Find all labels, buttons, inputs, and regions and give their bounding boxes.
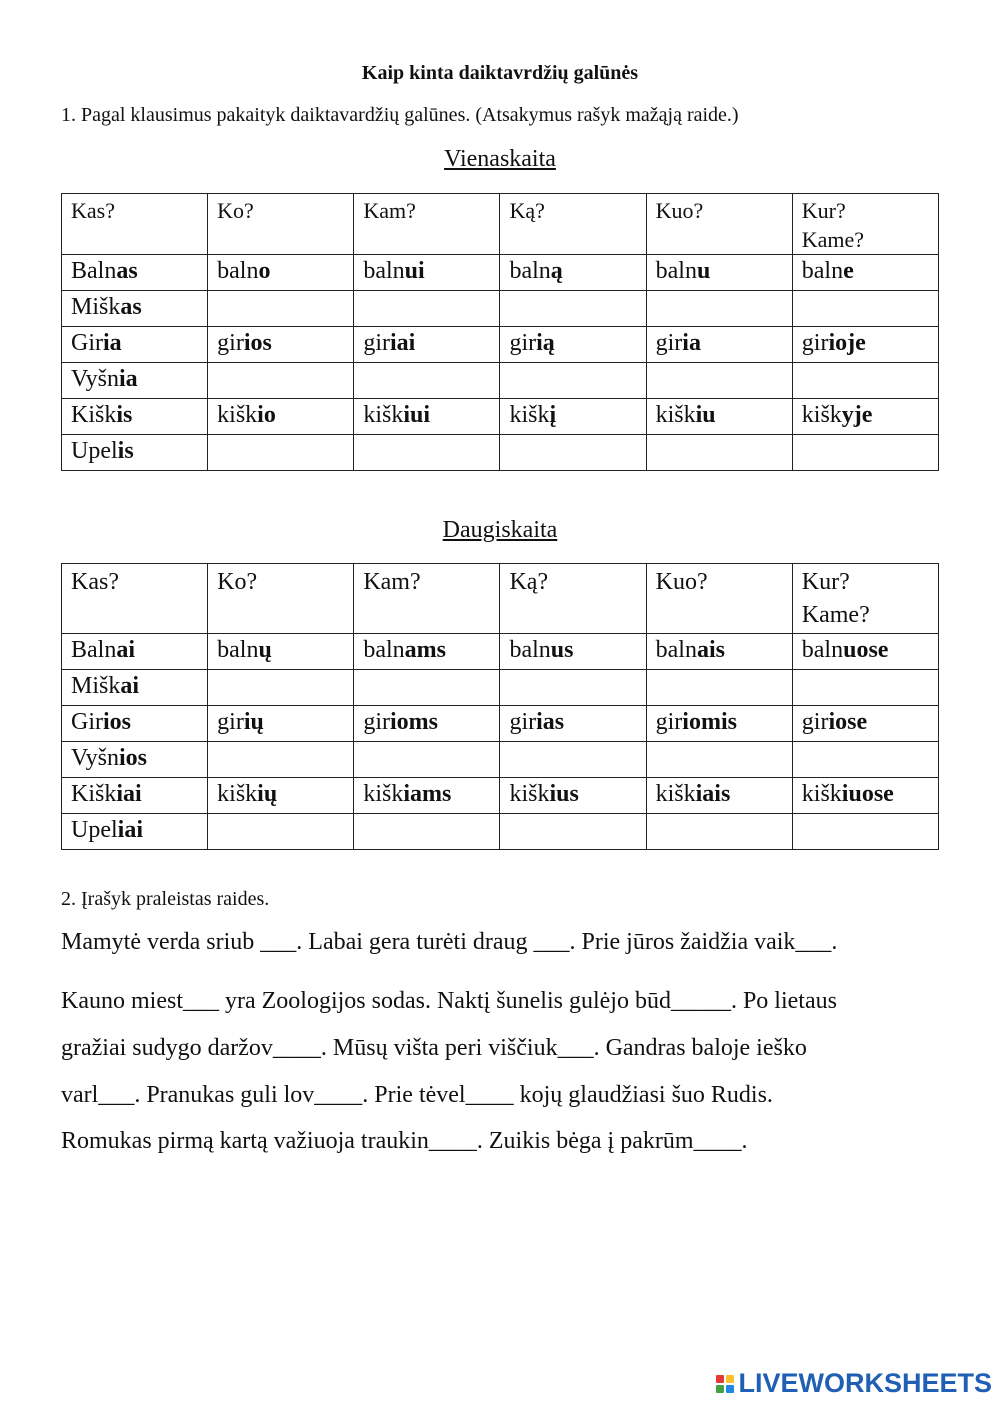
- column-header-text: Ką?: [509, 198, 545, 223]
- table-row: [62, 670, 939, 706]
- answer-blank-cell[interactable]: [354, 742, 500, 778]
- word-stem: gir: [363, 709, 390, 735]
- word-form-cell: [500, 255, 646, 291]
- word-stem: kišk: [509, 402, 550, 428]
- word-stem: baln: [217, 258, 259, 284]
- word-ending: u: [696, 258, 711, 284]
- word-form-cell: [792, 706, 938, 742]
- answer-blank-cell[interactable]: [208, 742, 354, 778]
- word-ending: us: [550, 637, 574, 663]
- word-stem: Vyšn: [71, 745, 120, 771]
- word-form-cell: [646, 634, 792, 670]
- word-form-cell: [208, 327, 354, 363]
- table-row: [62, 742, 939, 778]
- word-stem: Baln: [71, 258, 117, 284]
- table-row: [62, 255, 939, 291]
- word-form-cell: [62, 634, 208, 670]
- answer-blank-cell[interactable]: [354, 291, 500, 327]
- plural-table: [61, 563, 939, 850]
- table-row: [62, 706, 939, 742]
- word-form-cell: [500, 327, 646, 363]
- word-ending: ą: [550, 258, 563, 284]
- answer-blank-cell[interactable]: [792, 814, 938, 850]
- answer-blank-cell[interactable]: [500, 742, 646, 778]
- word-stem: gir: [217, 709, 244, 735]
- table-row: [62, 814, 939, 850]
- column-header: [62, 194, 208, 255]
- column-header: [354, 194, 500, 255]
- table-row: [62, 291, 939, 327]
- word-ending: ioje: [828, 330, 866, 356]
- word-form-cell: [62, 399, 208, 435]
- word-ending: iose: [828, 709, 868, 735]
- answer-blank-cell[interactable]: [208, 670, 354, 706]
- column-header-text: Kuo?: [655, 198, 704, 223]
- word-form-cell: [646, 399, 792, 435]
- word-form-cell: [792, 778, 938, 814]
- word-ending: iui: [403, 402, 431, 428]
- word-form-cell: [792, 255, 938, 291]
- word-form-cell: [62, 742, 208, 778]
- word-form-cell: [500, 778, 646, 814]
- word-stem: kišk: [801, 402, 842, 428]
- word-stem: baln: [363, 637, 405, 663]
- column-header-text: Kur?: [801, 198, 846, 223]
- word-ending: e: [843, 258, 854, 284]
- word-form-cell: [354, 327, 500, 363]
- column-header: [500, 564, 646, 634]
- word-form-cell: [646, 778, 792, 814]
- logo-square: [716, 1385, 724, 1393]
- word-stem: gir: [217, 330, 244, 356]
- column-header-text: Kame?: [801, 227, 865, 252]
- column-header: [646, 564, 792, 634]
- plural-caption: Daugiskaita: [442, 517, 558, 543]
- answer-blank-cell[interactable]: [792, 291, 938, 327]
- word-form-cell: [62, 435, 208, 471]
- word-stem: gir: [801, 709, 829, 735]
- word-form-cell: [792, 327, 938, 363]
- word-stem: Baln: [71, 637, 117, 663]
- word-form-cell: [208, 255, 354, 291]
- word-stem: gir: [363, 330, 390, 356]
- word-stem: Gir: [71, 330, 103, 356]
- header-row: [62, 194, 939, 255]
- answer-blank-cell[interactable]: [646, 435, 792, 471]
- logo-square: [726, 1375, 734, 1383]
- word-form-cell: [62, 255, 208, 291]
- logo-square: [726, 1385, 734, 1393]
- word-stem: baln: [655, 637, 697, 663]
- word-ending: ių: [243, 709, 264, 735]
- page-title: Kaip kinta daiktavrdžių galūnės: [361, 62, 639, 84]
- word-form-cell: [500, 634, 646, 670]
- word-ending: is: [117, 438, 134, 464]
- word-form-cell: [646, 255, 792, 291]
- word-form-cell: [500, 706, 646, 742]
- word-stem: baln: [801, 258, 844, 284]
- word-ending: ios: [119, 745, 148, 771]
- column-header: [62, 564, 208, 634]
- answer-blank-cell[interactable]: [208, 435, 354, 471]
- word-stem: kišk: [655, 781, 696, 807]
- answer-blank-cell[interactable]: [792, 670, 938, 706]
- word-ending: as: [116, 258, 138, 284]
- word-stem: Mišk: [71, 294, 121, 320]
- answer-blank-cell[interactable]: [646, 742, 792, 778]
- column-header-text: Ko?: [217, 198, 254, 223]
- word-form-cell: [62, 327, 208, 363]
- word-form-cell: [354, 399, 500, 435]
- table-row: [62, 363, 939, 399]
- word-stem: Kišk: [71, 781, 117, 807]
- column-header: [792, 564, 938, 634]
- word-ending: ias: [536, 709, 565, 735]
- word-ending: iomis: [682, 709, 737, 735]
- answer-blank-cell[interactable]: [500, 670, 646, 706]
- word-ending: iams: [403, 781, 452, 807]
- word-form-cell: [62, 670, 208, 706]
- answer-blank-cell[interactable]: [354, 670, 500, 706]
- word-ending: iuose: [841, 781, 894, 807]
- word-form-cell: [646, 327, 792, 363]
- word-form-cell: [354, 255, 500, 291]
- answer-blank-cell[interactable]: [208, 291, 354, 327]
- word-stem: baln: [509, 637, 551, 663]
- word-form-cell: [354, 778, 500, 814]
- word-ending: ai: [120, 673, 140, 699]
- word-ending: iais: [695, 781, 731, 807]
- answer-blank-cell[interactable]: [646, 670, 792, 706]
- word-ending: ų: [258, 637, 272, 663]
- column-header: [500, 194, 646, 255]
- word-form-cell: [62, 363, 208, 399]
- word-ending: ams: [404, 637, 446, 663]
- exercise-sentence: varl___. Pranukas guli lov____. Prie tėvel____ kojų glaudžiasi šuo Rudis.: [61, 1082, 773, 1108]
- column-header: [792, 194, 938, 255]
- answer-blank-cell[interactable]: [500, 814, 646, 850]
- column-header-text: Kuo?: [655, 569, 708, 595]
- answer-blank-cell[interactable]: [792, 435, 938, 471]
- column-header: [208, 194, 354, 255]
- word-form-cell: [62, 778, 208, 814]
- word-form-cell: [208, 399, 354, 435]
- word-form-cell: [62, 706, 208, 742]
- word-ending: ui: [404, 258, 425, 284]
- word-stem: Kišk: [71, 402, 117, 428]
- word-stem: Upel: [71, 438, 118, 464]
- word-ending: ia: [119, 366, 138, 392]
- word-stem: baln: [217, 637, 259, 663]
- exercise-sentence: gražiai sudygo daržov____. Mūsų višta peri viščiuk___. Gandras baloje ieško: [61, 1035, 807, 1061]
- word-form-cell: [354, 706, 500, 742]
- word-ending: ia: [682, 330, 701, 356]
- table-row: [62, 778, 939, 814]
- word-stem: baln: [655, 258, 697, 284]
- word-ending: ais: [696, 637, 725, 663]
- word-ending: o: [258, 258, 271, 284]
- logo-text: LIVEWORKSHEETS: [738, 1368, 992, 1398]
- word-ending: yje: [841, 402, 873, 428]
- word-stem: kišk: [655, 402, 696, 428]
- word-ending: ios: [243, 330, 272, 356]
- answer-blank-cell[interactable]: [792, 363, 938, 399]
- exercise-sentence: Mamytė verda sriub ___. Labai gera turėti draug ___. Prie jūros žaidžia vaik___.: [61, 929, 838, 955]
- word-ending: ios: [103, 709, 132, 735]
- column-header-text: Kas?: [71, 569, 119, 595]
- column-header: [354, 564, 500, 634]
- answer-blank-cell[interactable]: [208, 814, 354, 850]
- exercise-sentence: Romukas pirmą kartą važiuoja traukin____. Zuikis bėga į pakrūm____.: [61, 1128, 748, 1154]
- word-form-cell: [208, 778, 354, 814]
- answer-blank-cell[interactable]: [208, 363, 354, 399]
- column-header: [208, 564, 354, 634]
- task-1-instruction: 1. Pagal klausimus pakaityk daiktavardžių galūnes. (Atsakymus rašyk mažąją raide.): [61, 104, 739, 126]
- word-stem: kišk: [509, 781, 550, 807]
- word-stem: gir: [509, 330, 537, 356]
- table-row: [62, 399, 939, 435]
- column-header-text: Kur?: [801, 569, 850, 595]
- word-ending: iai: [116, 781, 142, 807]
- word-ending: as: [120, 294, 142, 320]
- word-stem: Upel: [71, 817, 118, 843]
- word-stem: baln: [509, 258, 551, 284]
- singular-caption: Vienaskaita: [444, 146, 556, 172]
- table-row: [62, 435, 939, 471]
- answer-blank-cell[interactable]: [646, 291, 792, 327]
- word-form-cell: [792, 634, 938, 670]
- word-stem: gir: [655, 709, 683, 735]
- header-row: [62, 564, 939, 634]
- column-header-text: Kam?: [363, 198, 416, 223]
- word-stem: kišk: [363, 402, 404, 428]
- column-header-text: Ką?: [509, 569, 549, 595]
- word-stem: kišk: [363, 781, 404, 807]
- task-2-instruction: 2. Įrašyk praleistas raides.: [61, 888, 270, 910]
- word-ending: ią: [536, 330, 555, 356]
- word-form-cell: [792, 399, 938, 435]
- column-header-text: Ko?: [217, 569, 258, 595]
- answer-blank-cell[interactable]: [646, 814, 792, 850]
- word-form-cell: [500, 399, 646, 435]
- word-form-cell: [208, 634, 354, 670]
- answer-blank-cell[interactable]: [354, 435, 500, 471]
- table-row: [62, 634, 939, 670]
- word-ending: į: [549, 402, 557, 428]
- column-header: [646, 194, 792, 255]
- liveworksheets-logo: [716, 1368, 992, 1399]
- column-header-text: Kas?: [71, 198, 115, 223]
- column-header-text: Kame?: [801, 602, 870, 628]
- word-ending: iai: [117, 817, 143, 843]
- singular-table: [61, 193, 939, 471]
- word-stem: gir: [509, 709, 537, 735]
- word-ending: io: [257, 402, 276, 428]
- word-ending: iu: [695, 402, 716, 428]
- logo-square: [716, 1375, 724, 1383]
- word-stem: Vyšn: [71, 366, 120, 392]
- answer-blank-cell[interactable]: [500, 291, 646, 327]
- word-stem: kišk: [217, 781, 258, 807]
- word-ending: iai: [389, 330, 416, 356]
- word-form-cell: [62, 291, 208, 327]
- word-ending: ių: [257, 781, 278, 807]
- answer-blank-cell[interactable]: [500, 363, 646, 399]
- word-form-cell: [62, 814, 208, 850]
- word-stem: baln: [363, 258, 405, 284]
- word-ending: uose: [843, 637, 889, 663]
- word-ending: ius: [549, 781, 579, 807]
- word-stem: baln: [801, 637, 844, 663]
- word-ending: ai: [116, 637, 135, 663]
- answer-blank-cell[interactable]: [500, 435, 646, 471]
- word-form-cell: [354, 634, 500, 670]
- column-header-text: Kam?: [363, 569, 421, 595]
- word-stem: gir: [655, 330, 683, 356]
- word-stem: Mišk: [71, 673, 121, 699]
- answer-blank-cell[interactable]: [354, 814, 500, 850]
- word-ending: ia: [103, 330, 122, 356]
- word-stem: kišk: [217, 402, 258, 428]
- word-stem: gir: [801, 330, 829, 356]
- answer-blank-cell[interactable]: [792, 742, 938, 778]
- word-stem: Gir: [71, 709, 103, 735]
- word-ending: is: [116, 402, 133, 428]
- table-row: [62, 327, 939, 363]
- word-form-cell: [208, 706, 354, 742]
- answer-blank-cell[interactable]: [646, 363, 792, 399]
- word-form-cell: [646, 706, 792, 742]
- liveworksheets-logo-icon: [716, 1375, 734, 1393]
- answer-blank-cell[interactable]: [354, 363, 500, 399]
- exercise-sentence: Kauno miest___ yra Zoologijos sodas. Naktį šunelis gulėjo būd_____. Po lietaus: [61, 988, 837, 1014]
- word-ending: ioms: [389, 709, 438, 735]
- word-stem: kišk: [801, 781, 842, 807]
